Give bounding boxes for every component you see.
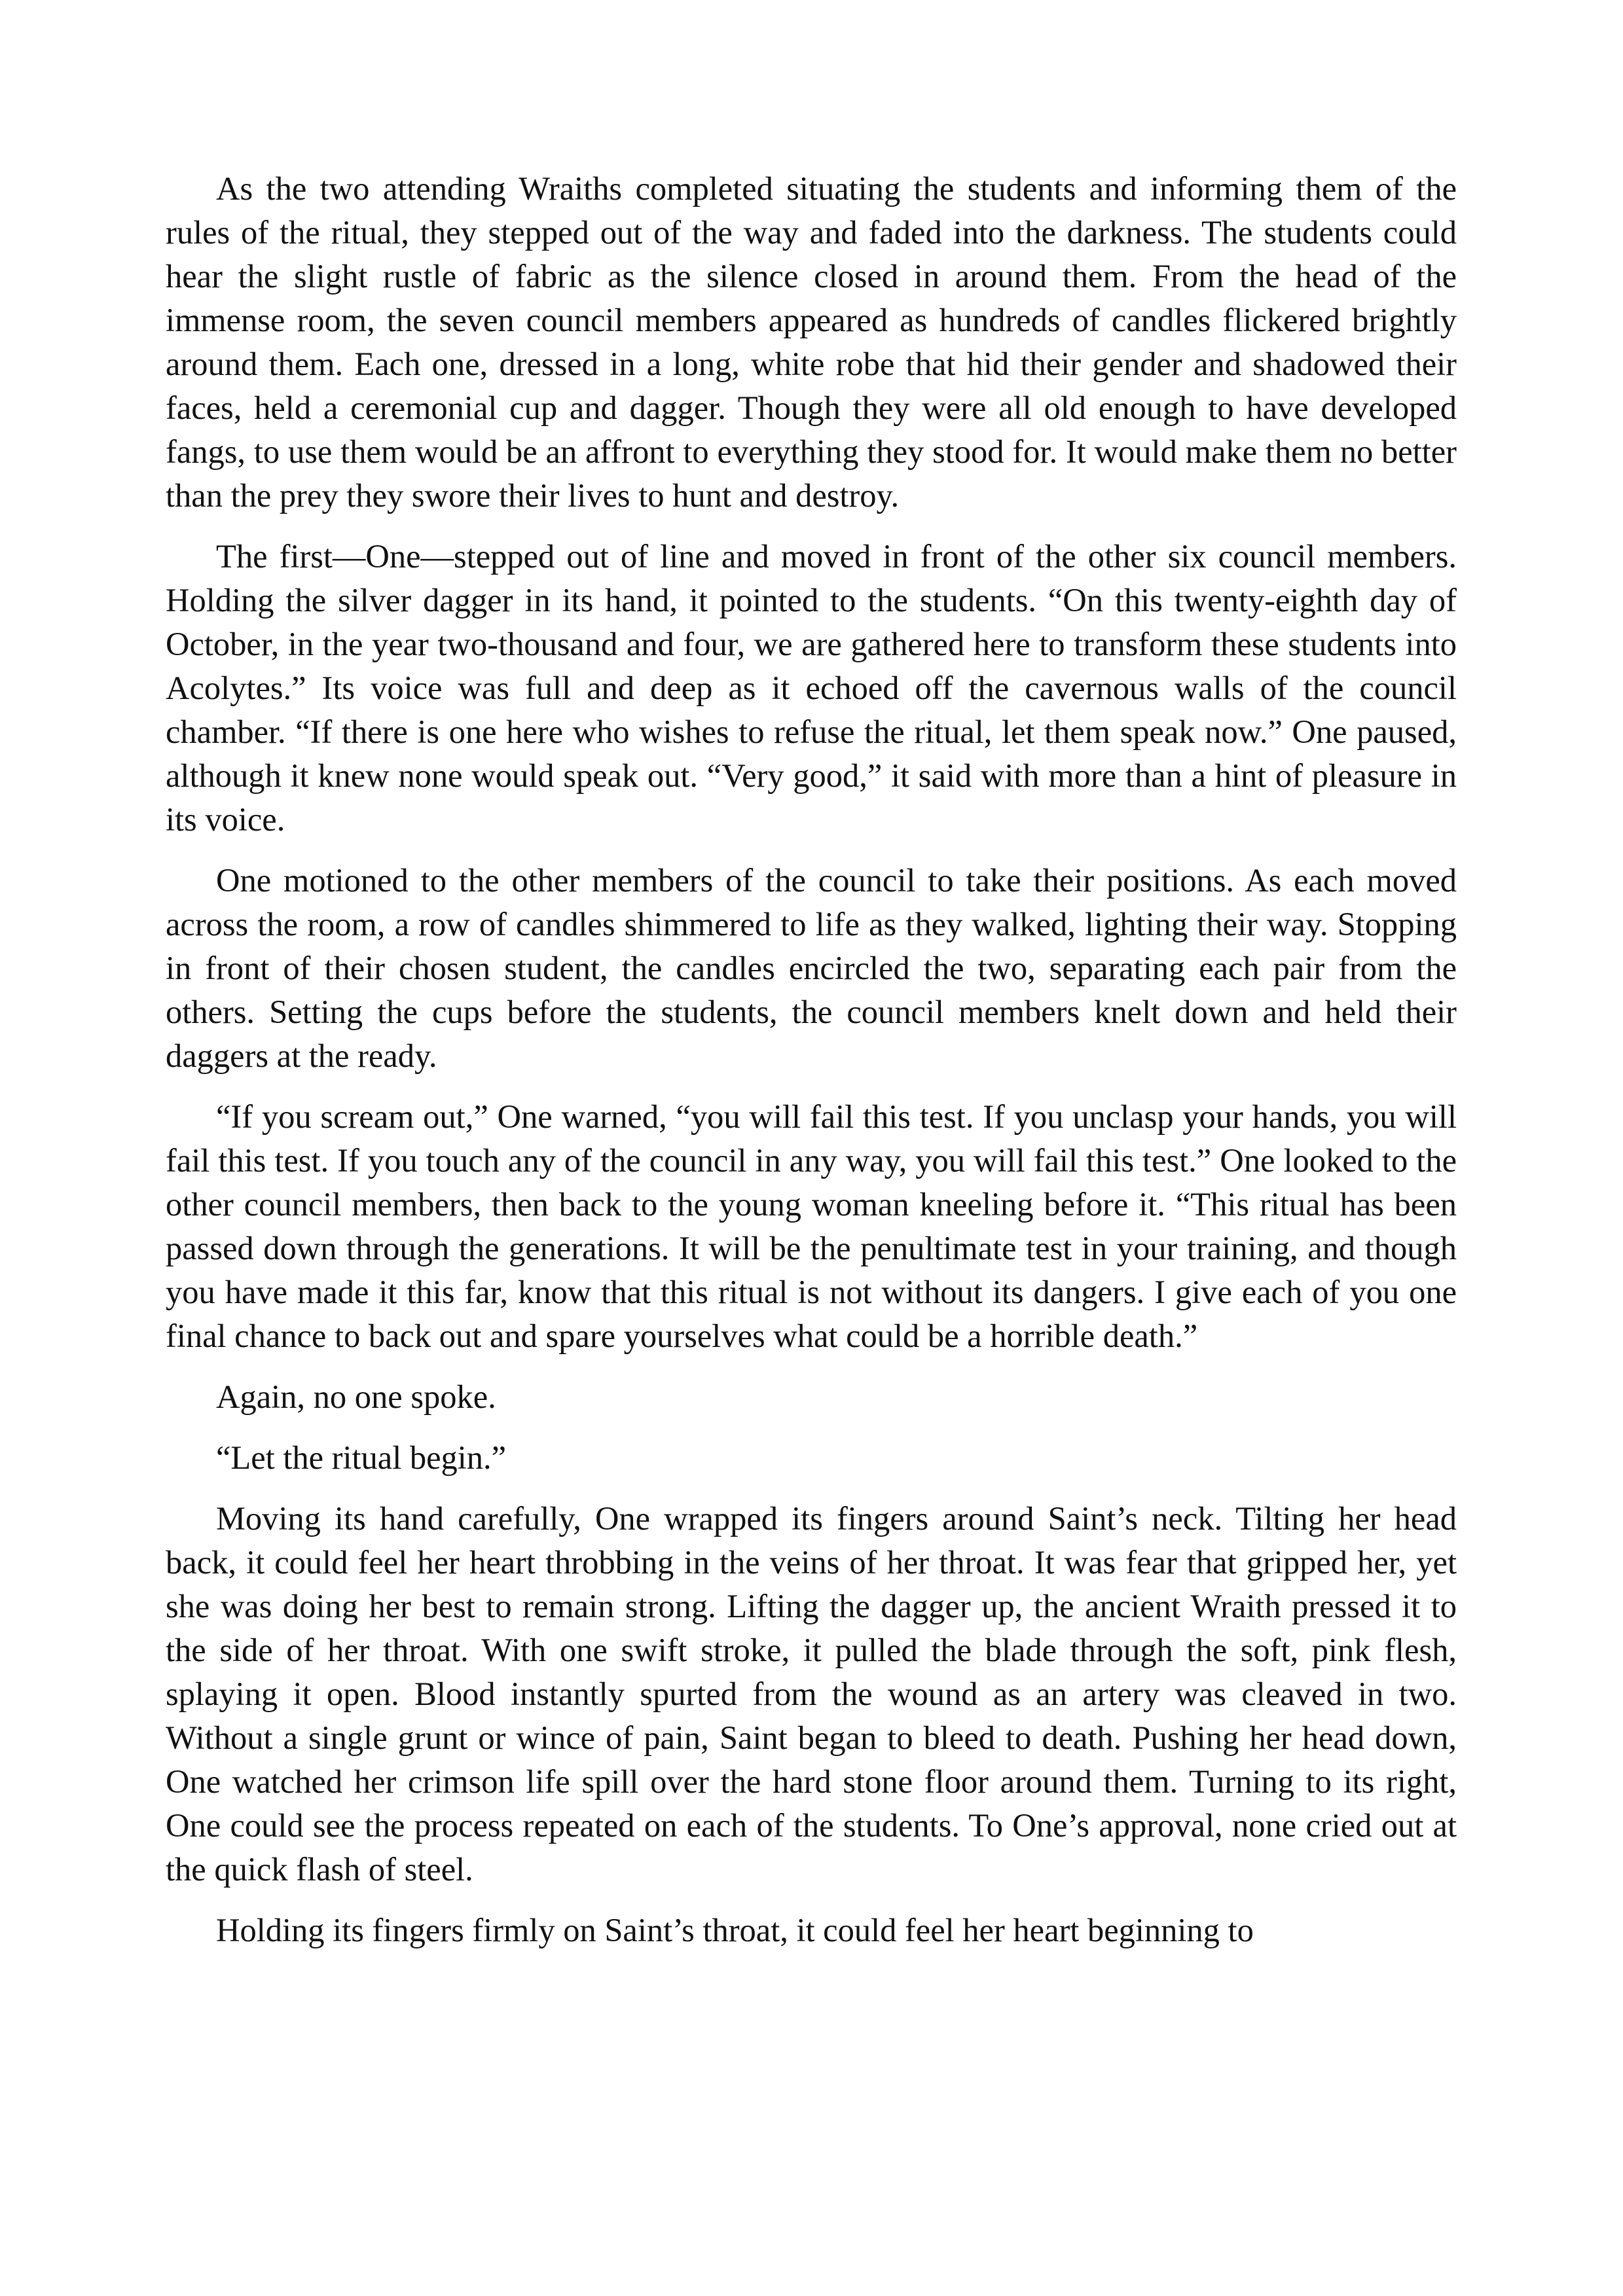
- paragraph-2: The first—One—stepped out of line and moved in front of the other six council members. Holding the silver dagger in its hand, it pointed to the students. “On this twenty-eighth day of October, in the year two-thousand and four, we are gathered here to transform these students into Acolytes.” Its voice was full and deep as it echoed off the cavernous walls of the council chamber. “If there is one here who wishes to refuse the ritual, let them speak now.” One paused, although it knew none would speak out. “Very good,” it said with more than a hint of pleasure in its voice.: [166, 538, 1457, 838]
- paragraph-8: Holding its fingers firmly on Saint’s throat, it could feel her heart beginning to: [216, 1912, 1254, 1948]
- paragraph-5: Again, no one spoke.: [216, 1378, 496, 1415]
- paragraph-7: Moving its hand carefully, One wrapped its fingers around Saint’s neck. Tilting her head back, it could feel her heart throbbing in the veins of her throat. It was fear that gripped her, yet she was doing her best to remain strong. Lifting the dagger up, the ancient Wraith pressed it to the side of her throat. With one swift stroke, it pulled the blade through the soft, pink flesh, splaying it open. Blood instantly spurted from the wound as an artery was cleaved in two. Without a single grunt or wince of pain, Saint began to bleed to death. Pushing her head down, One watched her crimson life spill over the hard stone floor around them. Turning to its right, One could see the process repeated on each of the students. To One’s approval, none cried out at the quick flash of steel.: [166, 1500, 1457, 1888]
- book-page: [166, 167, 1457, 1969]
- paragraph-1: As the two attending Wraiths completed situating the students and informing them of the rules of the ritual, they stepped out of the way and faded into the darkness. The students could hear the slight rustle of fabric as the silence closed in around them. From the head of the immense room, the seven council members appeared as hundreds of candles flickered brightly around them. Each one, dressed in a long, white robe that hid their gender and shadowed their faces, held a ceremonial cup and dagger. Though they were all old enough to have developed fangs, to use them would be an affront to everything they stood for. It would make them no better than the prey they swore their lives to hunt and destroy.: [166, 170, 1457, 514]
- paragraph-6: “Let the ritual begin.”: [216, 1439, 507, 1476]
- paragraph-3: One motioned to the other members of the council to take their positions. As each moved across the room, a row of candles shimmered to life as they walked, lighting their way. Stopping in front of their chosen student, the candles encircled the two, separating each pair from the others. Setting the cups before the students, the council members knelt down and held their daggers at the ready.: [166, 862, 1457, 1074]
- paragraph-4: “If you scream out,” One warned, “you will fail this test. If you unclasp your hands, you will fail this test. If you touch any of the council in any way, you will fail this test.” One looked to the other council members, then back to the young woman kneeling before it. “This ritual has been passed down through the generations. It will be the penultimate test in your training, and though you have made it this far, know that this ritual is not without its dangers. I give each of you one final chance to back out and spare yourselves what could be a horrible death.”: [166, 1098, 1457, 1354]
